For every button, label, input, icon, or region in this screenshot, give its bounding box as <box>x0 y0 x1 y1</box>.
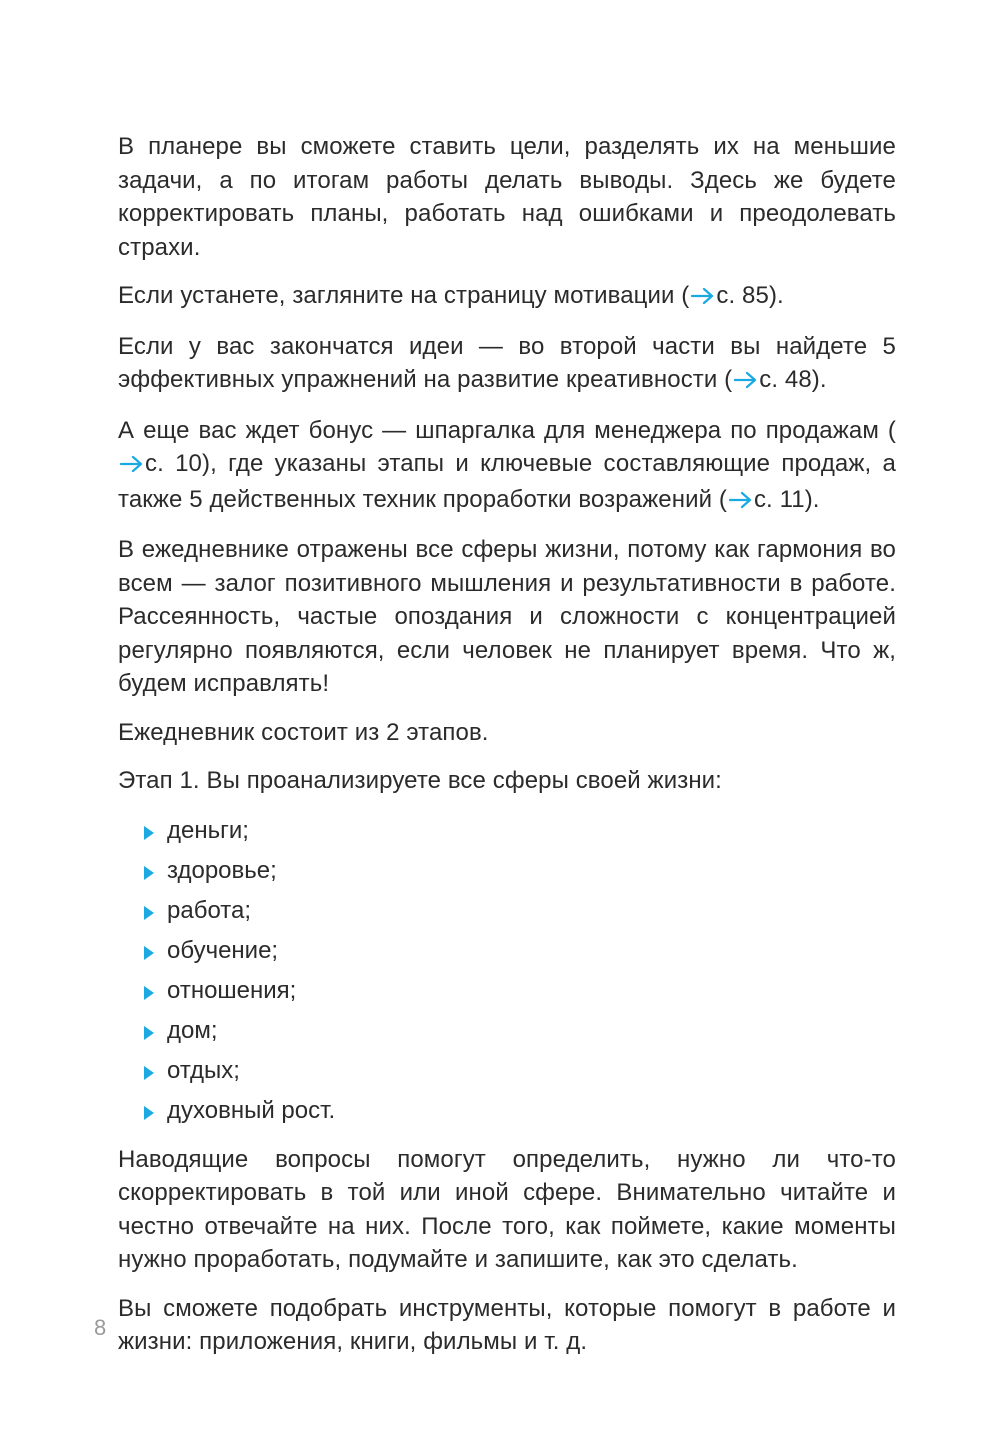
page-content <box>118 130 896 1374</box>
triangle-bullet-icon <box>144 946 154 960</box>
triangle-bullet-icon <box>144 1026 154 1040</box>
list-item: духовный рост. <box>144 1091 896 1131</box>
paragraph-stages: Ежедневник состоит из 2 этапов. <box>118 718 489 746</box>
triangle-bullet-icon <box>144 826 154 840</box>
triangle-bullet-icon <box>144 1106 154 1120</box>
list-item: отдых; <box>144 1051 896 1091</box>
paragraph-stage-1: Этап 1. Вы проанализируете все сферы своей жизни: <box>118 767 722 794</box>
spheres-list <box>118 811 896 1131</box>
arrow-right-icon <box>734 365 758 399</box>
list-item: деньги; <box>144 811 896 851</box>
arrow-right-icon <box>729 485 753 519</box>
page-reference: с. 48 <box>759 366 812 393</box>
page-reference: с. 10 <box>145 450 202 477</box>
paragraph-bonus: А еще вас ждет бонус — шпаргалка для менеджера по продажам (с. 10), где указаны этапы и ключевые составляющие продаж, а также 5 действенных техник проработки возражений ( с. 11). <box>118 414 896 519</box>
paragraph-spheres-of-life: В ежедневнике отражены все сферы жизни, потому как гармония во всем — залог позитивного мышления и результативности в работе. Рассеянность, частые опоздания и сложности с концентрацией регулярно появляются, если человек не планирует время. Что ж, будем исправлять! <box>118 536 896 697</box>
list-item: дом; <box>144 1011 896 1051</box>
triangle-bullet-icon <box>144 866 154 880</box>
triangle-bullet-icon <box>144 986 154 1000</box>
list-item: обучение; <box>144 931 896 971</box>
list-item: работа; <box>144 891 896 931</box>
arrow-right-icon <box>691 281 715 315</box>
arrow-right-icon <box>120 449 144 483</box>
page-number: 8 <box>94 1315 107 1340</box>
paragraph-tools: Вы сможете подобрать инструменты, которые помогут в работе и жизни: приложения, книги, фильмы и т. д. <box>118 1294 896 1355</box>
paragraph-motivation: Если устанете, загляните на страницу мотивации ( с. 85). <box>118 279 896 315</box>
list-item: отношения; <box>144 971 896 1011</box>
list-item: здоровье; <box>144 851 896 891</box>
page-reference: с. 11 <box>753 485 805 513</box>
paragraph-guiding-questions: Наводящие вопросы помогут определить, нужно ли что-то скорректировать в той или иной сфере. Внимательно читайте и честно отвечайте на них. После того, как поймете, какие моменты нужно проработать, подумайте и запишите, как это сделать. <box>118 1145 896 1273</box>
paragraph-planner: В планере вы сможете ставить цели, разделять их на меньшие задачи, а по итогам работы делать выводы. Здесь же будете корректировать планы, работать над ошибками и преодолевать страхи. <box>118 133 896 261</box>
triangle-bullet-icon <box>144 1066 154 1080</box>
page-reference: с. 85 <box>716 282 769 309</box>
paragraph-creativity: Если у вас закончатся идеи — во второй части вы найдете 5 эффективных упражнений на развитие креативности ( с. 48). <box>118 330 896 399</box>
triangle-bullet-icon <box>144 906 154 920</box>
